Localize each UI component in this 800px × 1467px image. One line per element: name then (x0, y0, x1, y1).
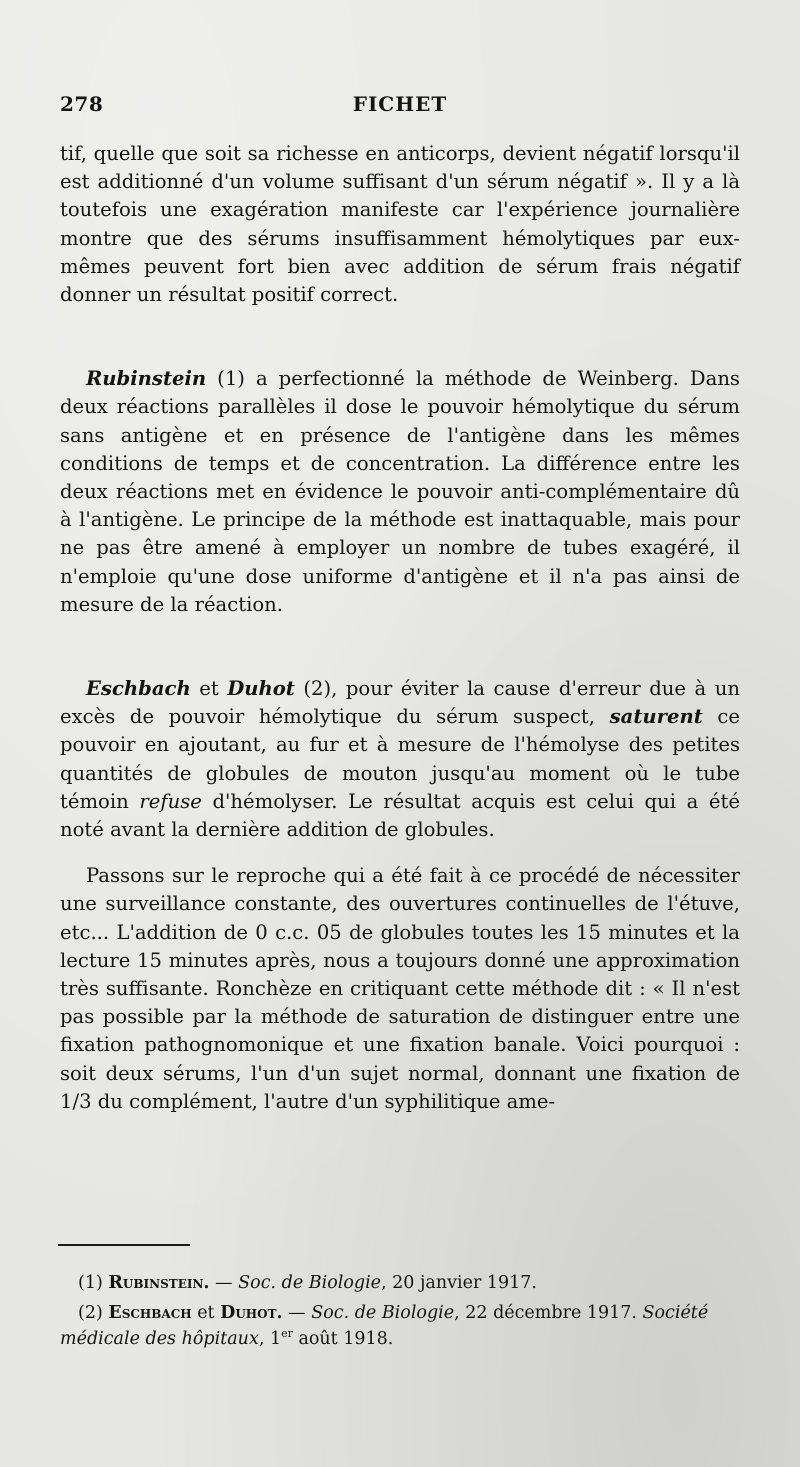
conjunction: et (190, 677, 228, 701)
footnote-2-number: (2) (78, 1303, 103, 1323)
paragraph-2 (60, 365, 740, 619)
footnote-1-author: Rubinstein. (108, 1273, 210, 1293)
footnote-2-author-2: Duhot. (220, 1303, 283, 1323)
footnote-2-date-2-sup: er (281, 1327, 293, 1341)
author-rubinstein: Rubinstein (86, 367, 207, 391)
footnote-rule (58, 1244, 190, 1246)
footnote-1 (60, 1270, 740, 1296)
paragraph-3-text-1: (2), pour éviter la cause d'erreur due à un excès de pouvoir hémolytique du sérum suspect, (60, 677, 740, 729)
footnote-1-number: (1) (78, 1273, 103, 1293)
footnote-1-journal: Soc. de Biologie (238, 1273, 382, 1293)
footnote-1-sep: — (209, 1273, 239, 1293)
emphasis-saturent: saturent (609, 705, 703, 729)
footnote-2-and: et (191, 1303, 221, 1323)
footnote-2-author-1: Eschbach (108, 1303, 192, 1323)
author-eschbach: Eschbach (86, 677, 191, 701)
emphasis-refuse: refuse (139, 789, 202, 813)
footnote-2-sep: — (282, 1303, 312, 1323)
paragraph-4: Passons sur le reproche qui a été fait à ce procédé de nécessiter une surveillance constante, des ouvertures continuelles de l'étuve, etc... L'addition de 0 c.c. 05 de globules toutes les 15 minutes et la lecture 15 minutes après, nous a toujours donné une approximation très suffisante. Ronchèze en critiquant cette méthode dit : « Il n'est pas possible par la méthode de saturation de distinguer entre une fixation pathognomonique et une fixation banale. Voici pourquoi : soit deux sérums, l'un d'un sujet normal, donnant une fixation de 1/3 du complément, l'autre d'un syphilitique ame- (60, 864, 740, 1113)
footnote-2-journal-1: Soc. de Biologie (311, 1303, 455, 1323)
footnotes (60, 1270, 740, 1356)
paragraph-gap (60, 844, 740, 862)
paragraph-gap (60, 309, 740, 365)
footnote-2-date-1: , 22 décembre 1917. (454, 1303, 643, 1323)
running-head (60, 92, 740, 118)
paragraph-3 (60, 675, 740, 844)
paragraph-1: tif, quelle que soit sa richesse en anticorps, devient négatif lorsqu'il est additionné d'un volume suffisant d'un sérum négatif ». Il y a là toutefois une exagération manifeste car l'expérience journalière montre que des sérums insuffisamment hémolytiques par eux-mêmes peuvent fort bien avec addition de sérum frais négatif donner un résultat positif correct. (60, 142, 740, 307)
footnote-2-journal-2: Société médicale des hôpitaux (60, 1303, 709, 1349)
paragraph-2-text: (1) a perfectionné la méthode de Weinberg. Dans deux réactions parallèles il dose le pouvoir hémolytique du sérum sans antigène et en présence de l'antigène dans les mêmes conditions de temps et de concentration. La différence entre les deux réactions met en évidence le pouvoir anti-complémentaire dû à l'antigène. Le principe de la méthode est inattaquable, mais pour ne pas être amené à employer un nombre de tubes exagéré, il n'emploie qu'une dose uniforme d'antigène et il n'a pas ainsi de mesure de la réaction. (60, 367, 740, 616)
paragraph-3-text-2: ce pouvoir en ajoutant, au fur et à mesure de l'hémolyse des petites quantités de globules de mouton jusqu'au moment où le tube témoin (60, 705, 740, 813)
author-duhot: Duhot (227, 677, 295, 701)
paragraph-3-text-3: d'hémolyser. Le résultat acquis est celui qui a été noté avant la dernière addition de globules. (60, 789, 740, 842)
page-number: 278 (60, 92, 104, 116)
footnote-2-date-2-post: août 1918. (292, 1329, 394, 1349)
footnote-2 (60, 1300, 740, 1352)
footnote-2-date-2-pre: , 1 (258, 1329, 282, 1349)
footnote-1-date: , 20 janvier 1917. (381, 1273, 537, 1293)
body-text (60, 140, 740, 1116)
paragraph-gap (60, 619, 740, 675)
running-title: FICHET (352, 92, 448, 116)
